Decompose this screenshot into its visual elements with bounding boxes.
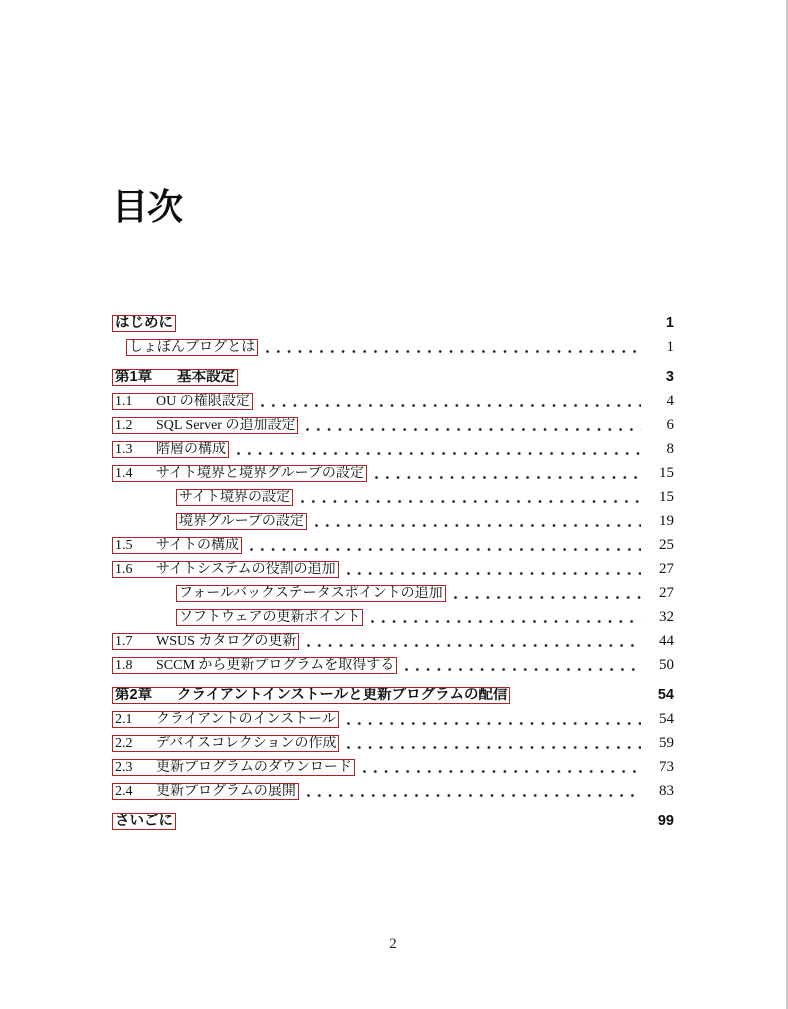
dot-leader [184, 824, 641, 827]
toc-entry-number: 1.6 [115, 562, 133, 577]
toc-entry [112, 441, 674, 458]
toc-entry-page: 54 [657, 687, 674, 703]
toc-entry-label: デバイスコレクションの作成 [156, 736, 337, 751]
dot-leader [237, 452, 641, 455]
toc-entry [112, 561, 674, 578]
toc-entry-link[interactable] [112, 441, 229, 458]
toc-entry [112, 417, 674, 434]
dot-leader [261, 404, 641, 407]
toc-entry-number: 1.5 [115, 538, 133, 553]
toc-entry-link[interactable] [112, 783, 299, 800]
dot-leader [347, 572, 641, 575]
toc-entry [112, 393, 674, 410]
toc-entry-label: 基本設定 [177, 369, 235, 385]
toc-entry [176, 609, 674, 626]
toc-entry-label: フォールバックステータスポイントの追加 [179, 586, 443, 601]
toc-entry-link[interactable] [112, 657, 397, 674]
toc-entry-link[interactable] [112, 633, 299, 650]
toc-entry-label: SCCM から更新プログラムを取得する [156, 658, 395, 673]
toc-entry [112, 711, 674, 728]
dot-leader [306, 428, 641, 431]
page-title: 目次 [112, 186, 183, 228]
toc-entry-page: 8 [666, 441, 674, 457]
toc-entry-page: 4 [666, 393, 674, 409]
toc-entry-link[interactable] [112, 813, 176, 830]
toc-entry-page: 15 [659, 489, 674, 505]
toc-entry-page: 15 [659, 465, 674, 481]
toc-entry-page: 27 [659, 585, 674, 601]
toc-entry-label: 階層の構成 [156, 442, 226, 457]
toc-entry-label: しょぼんブログとは [129, 340, 256, 355]
toc-entry-number: 第1章 [115, 369, 153, 385]
toc-entry-number: 1.8 [115, 658, 133, 673]
toc-list [112, 302, 674, 837]
toc-entry-page: 25 [659, 537, 674, 553]
dot-leader [250, 548, 641, 551]
toc-entry [112, 537, 674, 554]
toc-entry-number: 2.1 [115, 712, 133, 727]
toc-entry [112, 759, 674, 776]
toc-entry [112, 783, 674, 800]
toc-entry-link[interactable] [112, 561, 339, 578]
toc-entry-label: クライアントインストールと更新プログラムの配信 [177, 687, 508, 703]
dot-leader [375, 476, 641, 479]
dot-leader [405, 668, 641, 671]
toc-entry-page: 83 [659, 783, 674, 799]
toc-entry-link[interactable] [176, 513, 307, 530]
toc-entry-label: 境界グループの設定 [179, 514, 304, 529]
toc-entry-link[interactable] [112, 417, 298, 434]
toc-entry-link[interactable] [112, 465, 367, 482]
toc-entry [112, 633, 674, 650]
toc-entry-number: 第2章 [115, 687, 153, 703]
footer-page-number: 2 [389, 936, 397, 952]
toc-entry [112, 735, 674, 752]
toc-entry-link[interactable] [126, 339, 258, 356]
toc-entry-link[interactable] [112, 315, 176, 332]
toc-entry-page: 1 [666, 339, 674, 355]
toc-entry-link[interactable] [112, 537, 242, 554]
toc-entry-label: サイトシステムの役割の追加 [156, 562, 336, 577]
toc-entry-label: 更新プログラムの展開 [156, 784, 296, 799]
toc-entry-label: 更新プログラムのダウンロード [156, 760, 352, 775]
toc-entry-page: 6 [666, 417, 674, 433]
toc-entry [126, 339, 674, 356]
toc-entry-page: 50 [659, 657, 674, 673]
dot-leader [363, 770, 641, 773]
toc-entry-link[interactable] [176, 609, 363, 626]
toc-entry-link[interactable] [112, 759, 355, 776]
toc-entry-label: サイト境界の設定 [179, 490, 291, 505]
toc-entry-number: 2.4 [115, 784, 133, 799]
toc-entry-page: 27 [659, 561, 674, 577]
dot-leader [454, 596, 641, 599]
toc-entry-link[interactable] [176, 585, 446, 602]
dot-leader [301, 500, 641, 503]
toc-entry-number: 1.7 [115, 634, 133, 649]
toc-entry-link[interactable] [112, 393, 253, 410]
toc-entry [112, 315, 674, 332]
dot-leader [371, 620, 641, 623]
dot-leader [315, 524, 641, 527]
dot-leader [518, 698, 641, 701]
toc-entry-label: さいごに [115, 813, 173, 829]
toc-entry [176, 513, 674, 530]
dot-leader [246, 380, 641, 383]
toc-entry [112, 465, 674, 482]
toc-entry [112, 687, 674, 704]
toc-entry-page: 73 [659, 759, 674, 775]
toc-entry-number: 1.4 [115, 466, 133, 481]
toc-entry-page: 32 [659, 609, 674, 625]
toc-entry-page: 59 [659, 735, 674, 751]
dot-leader [307, 644, 641, 647]
toc-entry-link[interactable] [112, 687, 510, 704]
dot-leader [347, 746, 641, 749]
toc-entry-number: 1.2 [115, 418, 133, 433]
toc-entry-number: 1.3 [115, 442, 133, 457]
dot-leader [266, 350, 641, 353]
dot-leader [184, 326, 641, 329]
toc-entry-page: 3 [665, 369, 674, 385]
toc-entry-page: 44 [659, 633, 674, 649]
toc-entry-page: 1 [665, 315, 674, 331]
toc-entry-label: はじめに [115, 315, 173, 331]
toc-entry-label: OU の権限設定 [156, 394, 250, 409]
toc-entry-label: WSUS カタログの更新 [156, 634, 297, 649]
toc-entry [176, 489, 674, 506]
toc-entry-label: クライアントのインストール [156, 712, 336, 727]
toc-entry [112, 813, 674, 830]
toc-entry-page: 19 [659, 513, 674, 529]
toc-entry-label: サイト境界と境界グループの設定 [156, 466, 364, 481]
toc-entry-label: SQL Server の追加設定 [156, 418, 296, 433]
toc-entry-link[interactable] [112, 711, 339, 728]
toc-entry-page: 54 [659, 711, 674, 727]
toc-entry-page: 99 [657, 813, 674, 829]
toc-entry [112, 369, 674, 386]
dot-leader [307, 794, 641, 797]
toc-entry-label: ソフトウェアの更新ポイント [179, 610, 361, 625]
toc-entry-link[interactable] [112, 735, 339, 752]
toc-entry-number: 1.1 [115, 394, 133, 409]
toc-entry [176, 585, 674, 602]
dot-leader [347, 722, 641, 725]
toc-entry-link[interactable] [176, 489, 293, 506]
toc-entry-label: サイトの構成 [156, 538, 240, 553]
toc-entry-link[interactable] [112, 369, 238, 386]
toc-entry-number: 2.3 [115, 760, 133, 775]
toc-entry [112, 657, 674, 674]
toc-entry-number: 2.2 [115, 736, 133, 751]
